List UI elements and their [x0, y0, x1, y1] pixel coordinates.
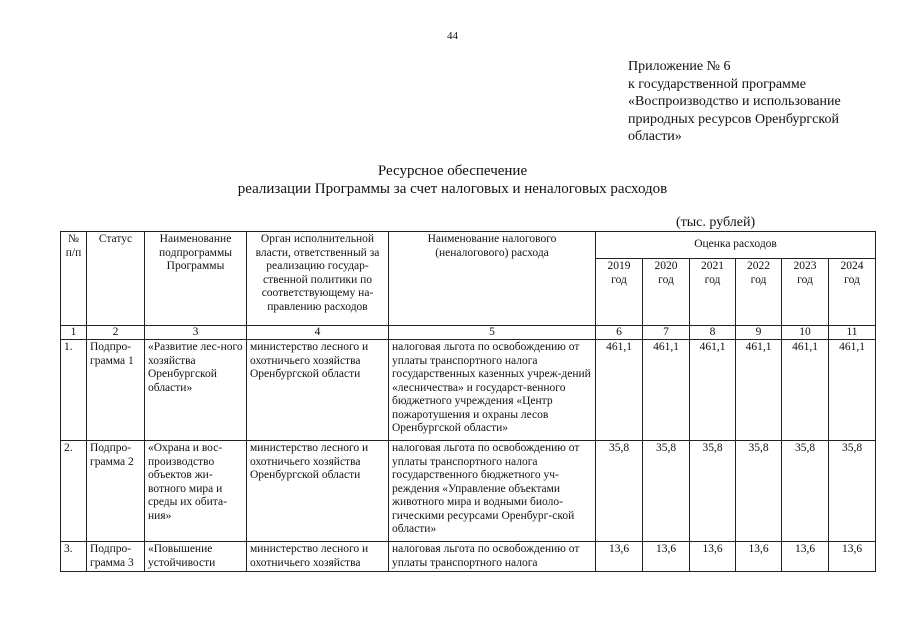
header-tax-expense: Наименование налогового (неналогового) расхода — [389, 232, 596, 326]
header-subprogram-name: Наименование подпрограммы Программы — [145, 232, 247, 326]
title-line-1: Ресурсное обеспечение — [377, 163, 528, 179]
row-status: Подпро-грамма 1 — [87, 340, 145, 441]
units-label: (тыс. рублей) — [676, 215, 756, 230]
page-number: 44 — [447, 30, 458, 42]
appendix-line: «Воспроизводство и использование — [628, 94, 841, 109]
col-number: 2 — [87, 326, 145, 340]
row-authority: министерство лесного и охотничьего хозяйства — [247, 542, 389, 572]
appendix-line: Приложение № 6 — [628, 59, 731, 74]
row-value-2020: 13,6 — [643, 542, 690, 572]
row-value-2023: 13,6 — [782, 542, 829, 572]
appendix-line: области» — [628, 129, 682, 144]
row-subprogram-name: «Развитие лес-ного хозяйства Оренбургской области» — [145, 340, 247, 441]
title-line-2: реализации Программы за счет налоговых и неналоговых расходов — [237, 181, 668, 197]
appendix-line: к государственной программе — [628, 76, 806, 92]
col-number: 10 — [782, 326, 829, 340]
row-tax-expense: налоговая льгота по освобождению от уплаты транспортного налога государственных казенных учреж-дений «лесничества» и государст-венного бюджетного учреждения «Центр пожаротушения и охраны лесов Оренбургской области» — [389, 340, 596, 441]
header-year-2023: 2023 год — [782, 259, 829, 326]
document-title — [0, 162, 905, 198]
col-number: 1 — [61, 326, 87, 340]
column-number-row — [61, 326, 876, 340]
row-authority: министерство лесного и охотничьего хозяйства Оренбургской области — [247, 340, 389, 441]
row-status: Подпро-грамма 3 — [87, 542, 145, 572]
header-year-2022: 2022 год — [736, 259, 782, 326]
table-row — [61, 542, 876, 572]
row-num: 3. — [61, 542, 87, 572]
row-value-2023: 35,8 — [782, 441, 829, 542]
header-year-2020: 2020 год — [643, 259, 690, 326]
row-value-2024: 13,6 — [829, 542, 876, 572]
col-number: 6 — [596, 326, 643, 340]
table-row — [61, 441, 876, 542]
col-number: 4 — [247, 326, 389, 340]
row-subprogram-name: «Повышение устойчивости — [145, 542, 247, 572]
row-status: Подпро-грамма 2 — [87, 441, 145, 542]
col-number: 3 — [145, 326, 247, 340]
col-number: 11 — [829, 326, 876, 340]
resource-table — [60, 231, 876, 572]
row-value-2023: 461,1 — [782, 340, 829, 441]
row-value-2019: 461,1 — [596, 340, 643, 441]
row-value-2022: 461,1 — [736, 340, 782, 441]
header-year-2024: 2024 год — [829, 259, 876, 326]
row-num: 1. — [61, 340, 87, 441]
row-value-2020: 35,8 — [643, 441, 690, 542]
row-value-2024: 35,8 — [829, 441, 876, 542]
row-value-2019: 13,6 — [596, 542, 643, 572]
row-value-2020: 461,1 — [643, 340, 690, 441]
row-value-2024: 461,1 — [829, 340, 876, 441]
table-row — [61, 340, 876, 441]
row-tax-expense: налоговая льгота по освобождению от уплаты транспортного налога государственного бюджетного уч-реждения «Управление объектами животного мира и водными биоло-гическими ресурсами Оренбург-ской области» — [389, 441, 596, 542]
row-value-2021: 13,6 — [690, 542, 736, 572]
header-authority: Орган исполнительной власти, ответственный за реализацию государ-ственной политики по соответствующему на-правлению расходов — [247, 232, 389, 326]
header-status: Статус — [87, 232, 145, 326]
row-value-2019: 35,8 — [596, 441, 643, 542]
header-year-2021: 2021 год — [690, 259, 736, 326]
header-year-2019: 2019 год — [596, 259, 643, 326]
row-subprogram-name: «Охрана и вос-производство объектов жи-вотного мира и среды их обита-ния» — [145, 441, 247, 542]
col-number: 8 — [690, 326, 736, 340]
row-num: 2. — [61, 441, 87, 542]
col-number: 7 — [643, 326, 690, 340]
row-value-2022: 13,6 — [736, 542, 782, 572]
appendix-note — [628, 58, 898, 146]
row-value-2021: 461,1 — [690, 340, 736, 441]
col-number: 9 — [736, 326, 782, 340]
header-estimate: Оценка расходов — [596, 232, 876, 259]
row-value-2021: 35,8 — [690, 441, 736, 542]
appendix-line: природных ресурсов Оренбургской — [628, 111, 839, 127]
row-authority: министерство лесного и охотничьего хозяйства Оренбургской области — [247, 441, 389, 542]
row-value-2022: 35,8 — [736, 441, 782, 542]
row-tax-expense: налоговая льгота по освобождению от уплаты транспортного налога — [389, 542, 596, 572]
header-num: № п/п — [61, 232, 87, 326]
col-number: 5 — [389, 326, 596, 340]
